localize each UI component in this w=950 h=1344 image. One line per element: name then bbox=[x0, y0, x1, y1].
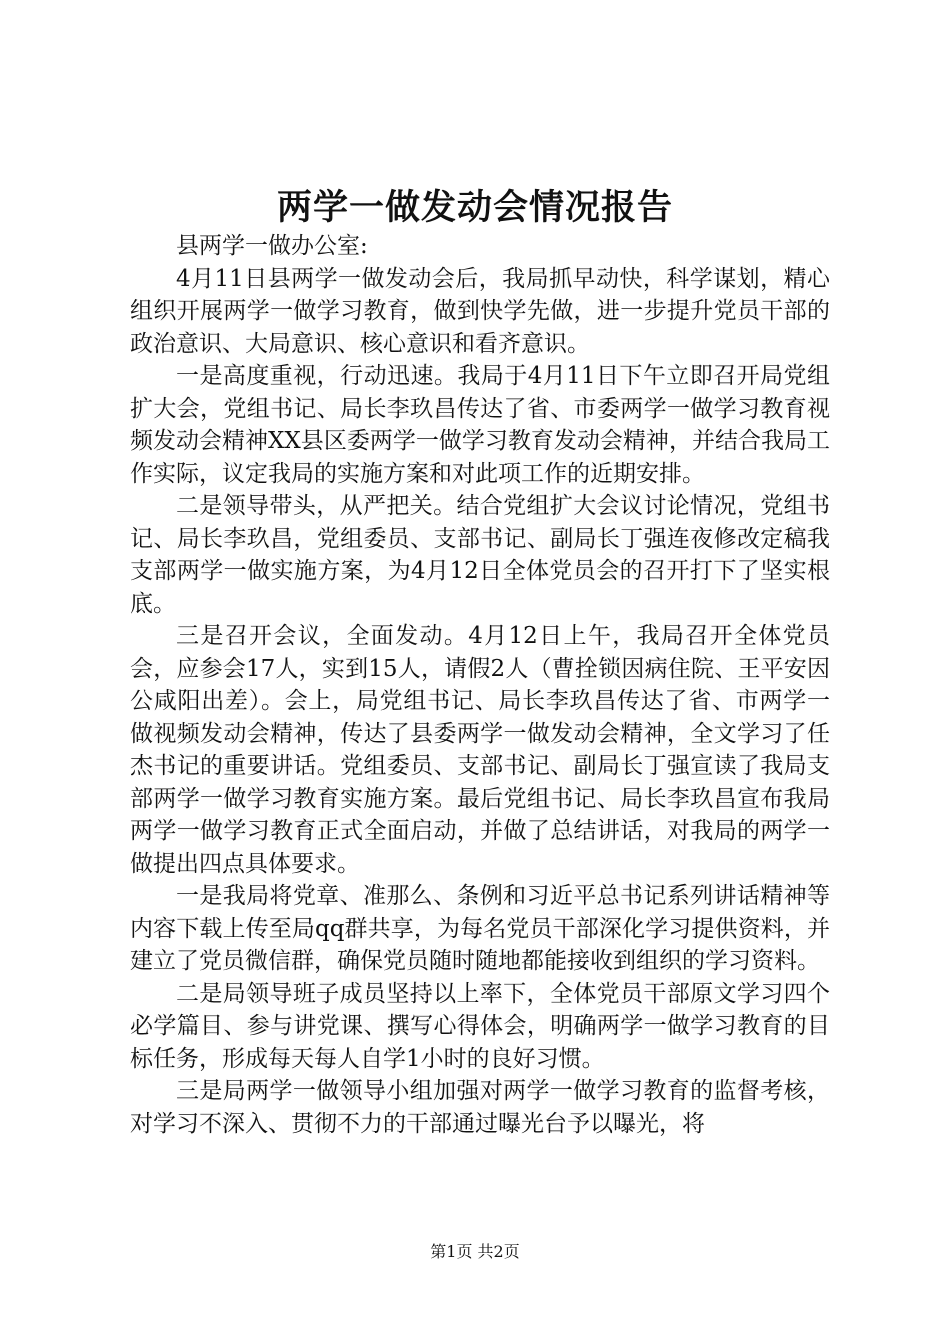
paragraph-point-2: 二是领导带头，从严把关。结合党组扩大会议讨论情况，党组书记、局长李玖昌，党组委员、支部书记、副局长丁强连夜修改定稿我支部两学一做实施方案，为4月12日全体党员会的召开打下了坚实根底。 bbox=[130, 493, 830, 617]
paragraph-intro: 4月11日县两学一做发动会后，我局抓早动快，科学谋划，精心组织开展两学一做学习教育，做到快学先做，进一步提升党员干部的政治意识、大局意识、核心意识和看齐意识。 bbox=[130, 265, 830, 357]
page-number-footer: 第1页 共2页 bbox=[430, 1242, 520, 1261]
paragraph-requirement-1: 一是我局将党章、准那么、条例和习近平总书记系列讲话精神等内容下载上传至局qq群共享，为每名党员干部深化学习提供资料，并建立了党员微信群，确保党员随时随地都能接收到组织的学习资料。 bbox=[130, 883, 830, 974]
paragraph-point-1: 一是高度重视，行动迅速。我局于4月11日下午立即召开局党组扩大会，党组书记、局长李玖昌传达了省、市委两学一做学习教育视频发动会精神XX县区委两学一做学习教育发动会精神，并结合我局工作实际，议定我局的实施方案和对此项工作的近期安排。 bbox=[130, 363, 830, 487]
document-body bbox=[130, 230, 830, 1140]
salutation: 县两学一做办公室: bbox=[176, 233, 368, 259]
paragraph-point-3: 三是召开会议，全面发动。4月12日上午，我局召开全体党员会，应参会17人，实到15人，请假2人（曹拴锁因病住院、王平安因公咸阳出差）。会上，局党组书记、局长李玖昌传达了省、市两学一做视频发动会精神，传达了县委两学一做发动会精神，全文学习了任杰书记的重要讲话。党组委员、支部书记、副局长丁强宣读了我局支部两学一做学习教育实施方案。最后党组书记、局长李玖昌宣布我局两学一做学习教育正式全面启动，并做了总结讲话，对我局的两学一做提出四点具体要求。 bbox=[130, 623, 830, 877]
paragraph-requirement-3: 三是局两学一做领导小组加强对两学一做学习教育的监督考核，对学习不深入、贯彻不力的干部通过曝光台予以曝光，将 bbox=[130, 1078, 830, 1137]
document-title: 两学一做发动会情况报告 bbox=[276, 187, 673, 228]
paragraph-requirement-2: 二是局领导班子成员坚持以上率下，全体党员干部原文学习四个必学篇目、参与讲党课、撰写心得体会，明确两学一做学习教育的目标任务，形成每天每人自学1小时的良好习惯。 bbox=[130, 980, 830, 1072]
